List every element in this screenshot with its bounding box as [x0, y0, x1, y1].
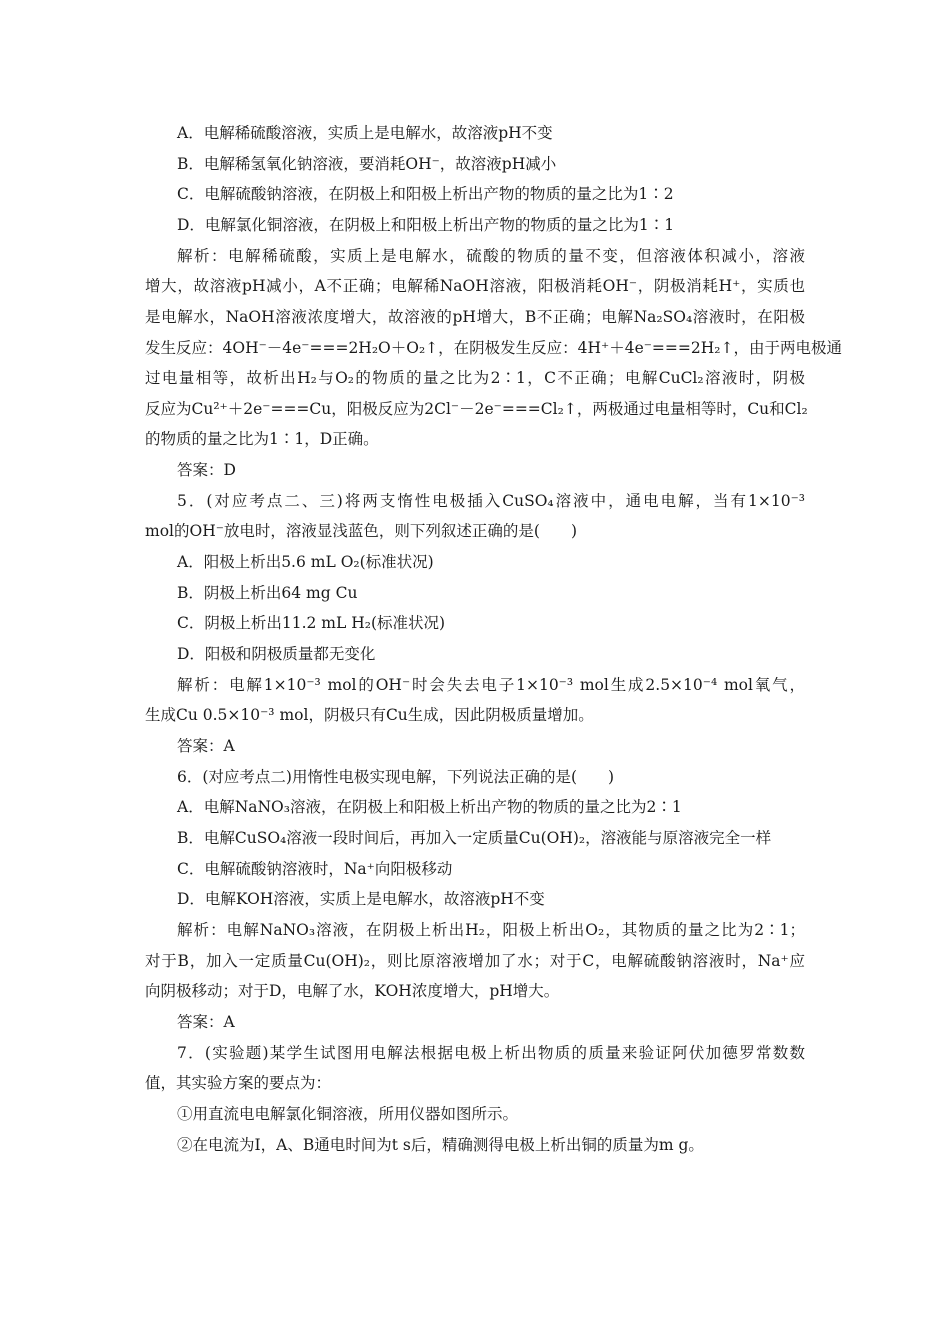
- question-7-cont: 值，其实验方案的要点为：: [145, 1074, 332, 1092]
- option-c: C．电解硫酸钠溶液时，Na⁺向阳极移动: [177, 860, 453, 878]
- option-c: C．阴极上析出11.2 mL H₂(标准状况): [177, 614, 446, 632]
- analysis-line: 反应为Cu²⁺＋2e⁻===Cu，阳极反应为2Cl⁻－2e⁻===Cl₂↑，两极通过电量相等时，Cu和Cl₂: [145, 400, 808, 418]
- analysis-line: 对于B，加入一定质量Cu(OH)₂，则比原溶液增加了水；对于C，电解硫酸钠溶液时，Na⁺应: [145, 952, 805, 970]
- analysis-line: 解析：电解NaNO₃溶液，在阴极上析出H₂，阳极上析出O₂，其物质的量之比为2∶1；: [177, 921, 805, 939]
- analysis-line: 解析：电解稀硫酸，实质上是电解水，硫酸的物质的量不变，但溶液体积减小，溶液: [177, 247, 805, 265]
- question-5: 5．(对应考点二、三)将两支惰性电极插入CuSO₄溶液中，通电电解，当有1×10⁻³: [177, 492, 805, 510]
- answer: 答案：A: [177, 737, 235, 755]
- question-7: 7．(实验题)某学生试图用电解法根据电极上析出物质的质量来验证阿伏加德罗常数数: [177, 1044, 805, 1062]
- option-c: C．电解硫酸钠溶液，在阴极上和阳极上析出产物的物质的量之比为1∶2: [177, 185, 674, 203]
- analysis-line: 的物质的量之比为1∶1，D正确。: [145, 430, 379, 448]
- analysis-line: 过电量相等，故析出H₂与O₂的物质的量之比为2∶1，C不正确；电解CuCl₂溶液时，阴极: [145, 369, 805, 387]
- option-d: D．电解KOH溶液，实质上是电解水，故溶液pH不变: [177, 890, 545, 908]
- analysis-line: 向阴极移动；对于D，电解了水，KOH浓度增大，pH增大。: [145, 982, 560, 1000]
- analysis-line: 生成Cu 0.5×10⁻³ mol，阴极只有Cu生成，因此阴极质量增加。: [145, 706, 594, 724]
- analysis-line: 增大，故溶液pH减小，A不正确；电解稀NaOH溶液，阳极消耗OH⁻，阴极消耗H⁺，实质也: [145, 277, 805, 295]
- option-b: B．电解CuSO₄溶液一段时间后，再加入一定质量Cu(OH)₂，溶液能与原溶液完全一样: [177, 829, 772, 847]
- step-2: ②在电流为I，A、B通电时间为t s后，精确测得电极上析出铜的质量为m g。: [177, 1136, 704, 1154]
- option-a: A．电解NaNO₃溶液，在阴极上和阳极上析出产物的物质的量之比为2∶1: [177, 798, 682, 816]
- analysis-line: 是电解水，NaOH溶液浓度增大，故溶液的pH增大，B不正确；电解Na₂SO₄溶液时，在阳极: [145, 308, 805, 326]
- option-d: D．电解氯化铜溶液，在阴极上和阳极上析出产物的物质的量之比为1∶1: [177, 216, 675, 234]
- question-5-cont: mol的OH⁻放电时，溶液显浅蓝色，则下列叙述正确的是( ): [145, 522, 577, 540]
- answer: 答案：D: [177, 461, 236, 479]
- option-a: A．电解稀硫酸溶液，实质上是电解水，故溶液pH不变: [177, 124, 553, 142]
- answer: 答案：A: [177, 1013, 235, 1031]
- analysis-line: 解析：电解1×10⁻³ mol的OH⁻时会失去电子1×10⁻³ mol生成2.5×10⁻⁴ mol氧气，: [177, 676, 805, 694]
- analysis-line: 发生反应：4OH⁻－4e⁻===2H₂O＋O₂↑，在阴极发生反应：4H⁺＋4e⁻===2H₂↑，由于两电极通: [145, 339, 842, 357]
- option-d: D．阳极和阴极质量都无变化: [177, 645, 376, 663]
- step-1: ①用直流电电解氯化铜溶液，所用仪器如图所示。: [177, 1105, 519, 1123]
- option-a: A．阳极上析出5.6 mL O₂(标准状况): [177, 553, 434, 571]
- option-b: B．阴极上析出64 mg Cu: [177, 584, 358, 602]
- option-b: B．电解稀氢氧化钠溶液，要消耗OH⁻，故溶液pH减小: [177, 155, 557, 173]
- question-6: 6．(对应考点二)用惰性电极实现电解，下列说法正确的是( ): [177, 768, 615, 786]
